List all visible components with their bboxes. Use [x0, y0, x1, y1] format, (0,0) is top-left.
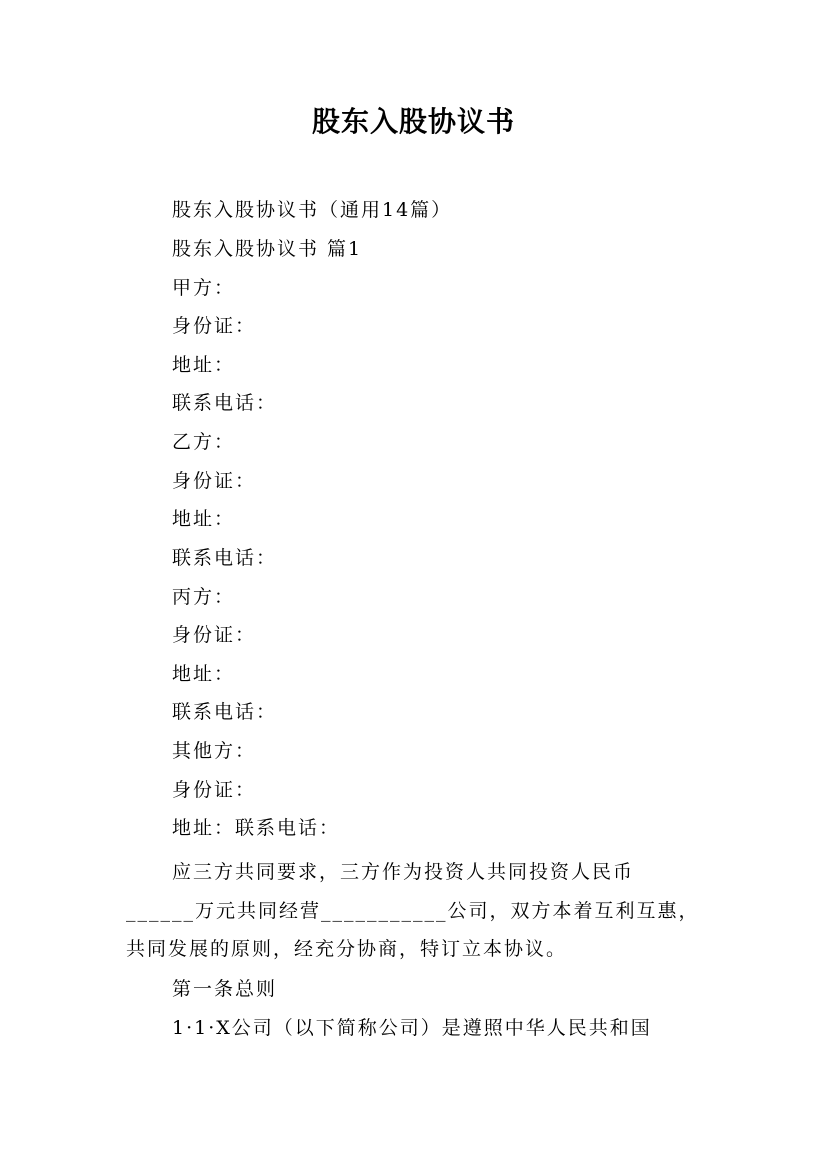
intro-paragraph-line: ______万元共同经营___________公司，双方本着互利互惠，: [126, 899, 700, 922]
chapter-line: 股东入股协议书 篇1: [172, 238, 363, 260]
document-title: 股东入股协议书: [311, 105, 515, 138]
party-a-phone: 联系电话：: [172, 392, 278, 414]
party-b-label: 乙方：: [172, 431, 236, 453]
clause-line: 1·1·X公司（以下简称公司）是遵照中华人民共和国: [172, 1017, 652, 1039]
party-c-id: 身份证：: [172, 624, 257, 646]
party-a-address: 地址：: [172, 354, 236, 376]
party-c-address: 地址：: [172, 663, 236, 685]
intro-paragraph-line: 共同发展的原则，经充分协商，特订立本协议。: [126, 938, 568, 961]
party-b-phone: 联系电话：: [172, 547, 278, 569]
subtitle-line: 股东入股协议书（通用14篇）: [172, 199, 453, 221]
party-c-label: 丙方：: [172, 586, 236, 608]
party-a-id: 身份证：: [172, 315, 257, 337]
section-heading: 第一条总则: [172, 978, 278, 1000]
party-c-phone: 联系电话：: [172, 701, 278, 723]
intro-paragraph-line: 应三方共同要求，三方作为投资人共同投资人民币: [172, 861, 635, 883]
other-party-address-phone: 地址：联系电话：: [172, 817, 341, 839]
other-party-id: 身份证：: [172, 779, 257, 801]
intro-paragraph: [126, 853, 716, 969]
party-b-id: 身份证：: [172, 470, 257, 492]
other-party-label: 其他方：: [172, 740, 257, 762]
party-a-label: 甲方：: [172, 277, 236, 299]
party-b-address: 地址：: [172, 508, 236, 530]
